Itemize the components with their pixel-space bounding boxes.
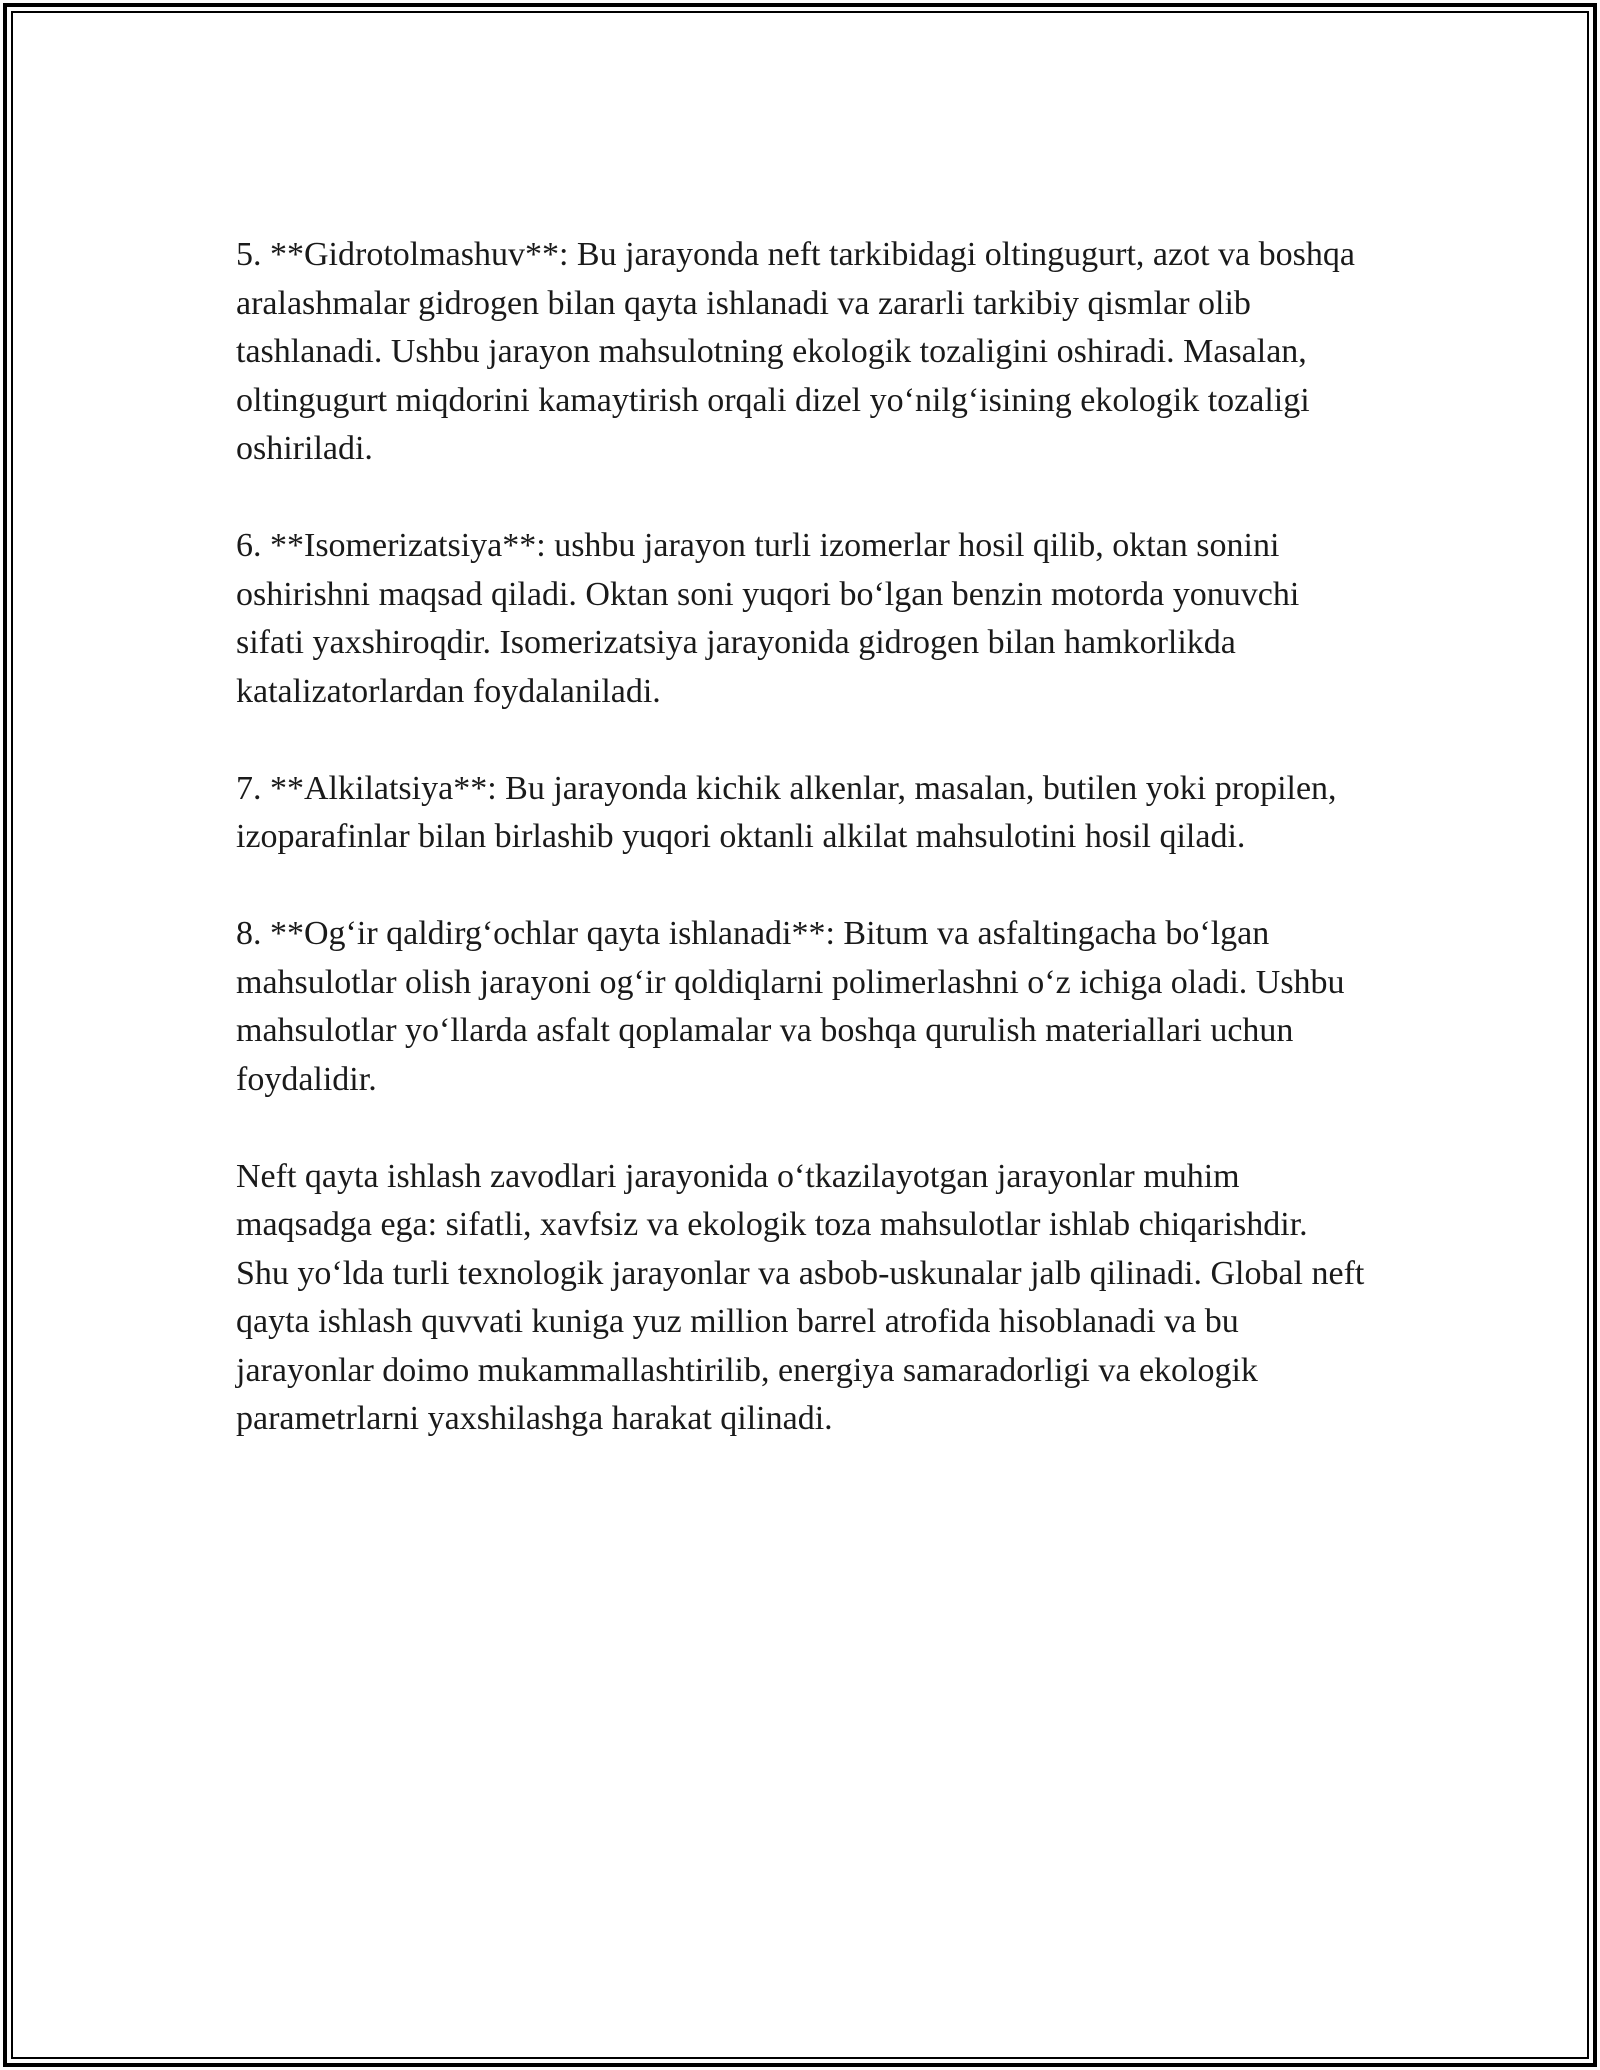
paragraph-alkilatsiya: 7. **Alkilatsiya**: Bu jarayonda kichik alkenlar, masalan, butilen yoki propilen, izoparafinlar bilan birlashib yuqori oktanli alkilat mahsulotini hosil qiladi. (236, 769, 1337, 855)
paragraph-isomerizatsiya: 6. **Isomerizatsiya**: ushbu jarayon turli izomerlar hosil qilib, oktan sonini oshirishni maqsad qiladi. Oktan soni yuqori bo‘lgan benzin motorda yonuvchi sifati yaxshiroqdir. Isomerizatsiya jarayonida gidrogen bilan hamkorlikda katalizatorlardan foydalaniladi. (236, 527, 1300, 710)
paragraph-ogir-qaldirgochlar: 8. **Og‘ir qaldirg‘ochlar qayta ishlanadi**: Bitum va asfaltingacha bo‘lgan mahsulotlar olish jarayoni og‘ir qoldiqlarni polimerlashni o‘z ichiga oladi. Ushbu mahsulotlar yo‘llarda asfalt qoplamalar va boshqa qurulish materiallari uchun foydalidir. (236, 915, 1345, 1098)
paragraph-gidrotolmashuv: 5. **Gidrotolmashuv**: Bu jarayonda neft tarkibidagi oltingugurt, azot va boshqa aralashmalar gidrogen bilan qayta ishlanadi va zararli tarkibiy qismlar olib tashlanadi. Ushbu jarayon mahsulotning ekologik tozaligini oshiradi. Masalan, oltingugurt miqdorini kamaytirish orqali dizel yo‘nilg‘isining ekologik tozaligi oshiriladi. (236, 236, 1355, 467)
document-body (236, 231, 1366, 1444)
paragraph-conclusion: Neft qayta ishlash zavodlari jarayonida o‘tkazilayotgan jarayonlar muhim maqsadga ega: sifatli, xavfsiz va ekologik toza mahsulotlar ishlab chiqarishdir. Shu yo‘lda turli texnologik jarayonlar va asbob-uskunalar jalb qilinadi. Global neft qayta ishlash quvvati kuniga yuz million barrel atrofida hisoblanadi va bu jarayonlar doimo mukammallashtirilib, energiya samaradorligi va ekologik parametrlarni yaxshilashga harakat qilinadi. (236, 1157, 1365, 1437)
